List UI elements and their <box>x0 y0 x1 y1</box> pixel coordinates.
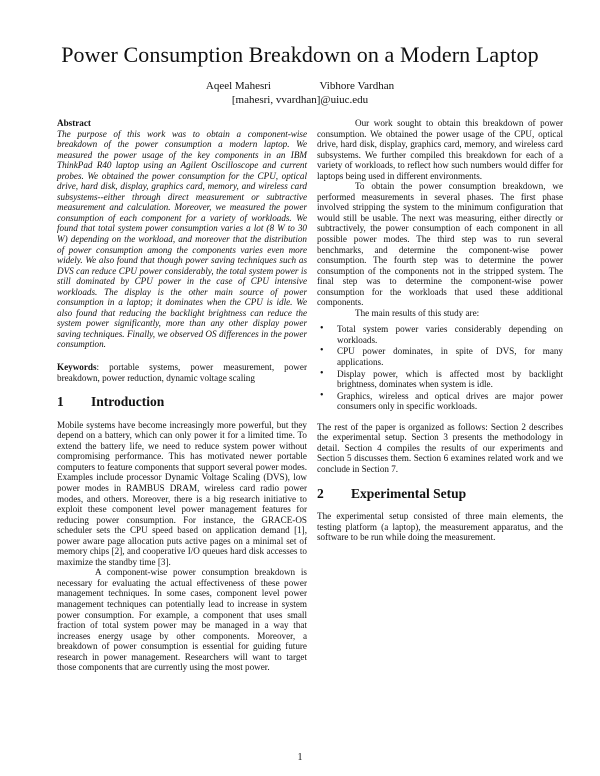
section-heading-introduction <box>57 394 307 410</box>
intro-paragraph-5: The main results of this study are: <box>355 307 480 318</box>
list-item: • CPU power dominates, in spite of DVS, for many applications. <box>317 346 563 367</box>
keywords-text: : portable systems, power measurement, power breakdown, power reduction, dynamic voltage scaling <box>57 362 307 383</box>
page-number: 1 <box>297 752 303 763</box>
list-item: • Graphics, wireless and optical drives are major power consumers only in specific workloads. <box>317 391 563 412</box>
keywords <box>57 362 307 383</box>
list-item: • Display power, which is affected most by backlight brightness, dominates when system is idle. <box>317 369 563 390</box>
intro-paragraph-3: Our work sought to obtain this breakdown of power consumption. We obtained the power usage of the CPU, optical drive, hard disk, display, graphics card, memory, and wireless card subsystems. We further compiled this breakdown for each of a variety of workloads, to reflect how such numbers would differ for laptops being used in different environments. <box>317 118 563 181</box>
author-email: [mahesri, vvardhan]@uiuc.edu <box>231 94 369 106</box>
intro-paragraph-1: Mobile systems have become increasingly more powerful, but they depend on a battery, which can only power it for a limited time. To extend the battery life, we need to reduce system power without compromising performance. This has motivated newer portable computers to feature components that support several power modes. Examples include processor Dynamic Voltage Scaling (DVS), low power modes in RAMBUS DRAM, wireless card radio power modes, and others. Moreover, there is a big research initiative to exploit these component level power management features for reducing power consumption. For instance, the GRACE-OS scheduler sets the CPU speed based on application demand [1], power aware page allocation puts active pages on a minimal set of memory chips [2], and cooperative I/O queues hard disk accesses to maximize the standby time [3]. <box>57 419 307 567</box>
keywords-label: Keywords <box>57 362 97 373</box>
author-name: Vibhore Vardhan <box>319 80 395 92</box>
author-name: Aqeel Mahesri <box>205 80 271 92</box>
left-column <box>57 118 307 673</box>
list-item: • Total system power varies considerably depending on workloads. <box>317 324 563 345</box>
setup-paragraph-1: The experimental setup consisted of three main elements, the testing platform (a laptop), the measurement apparatus, and the software to be run while doing the measurement. <box>317 511 563 543</box>
paper-title: Power Consumption Breakdown on a Modern Laptop <box>61 42 539 67</box>
abstract-text: The purpose of this work was to obtain a component-wise breakdown of the power consumption a modern laptop. We measured the power usage of the key components in an IBM ThinkPad R40 laptop using an Agilent Oscilloscope and current probes. We obtained the power consumption for the CPU, optical drive, hard disk, display, graphics card, memory, and wireless card subsystems--either through direct measurement or subtractive measurement and calculation. Moreover, we measured the power consumption of each component for a variety of workloads. We found that total system power consumption varies a lot (8 W to 30 W) depending on the workload, and moreover that the distribution of power consumption among the components varies even more widely. We also found that though power saving techniques such as DVS can reduce CPU power considerably, the total system power is still dominated by CPU power in the case of CPU intensive workloads. The display is the other main source of power consumption in a laptop; it dominates when the CPU is idle. We also found that reducing the backlight brightness can reduce the system power significantly, more than any other display power saving techniques. Finally, we observed OS differences in the power consumption. <box>57 128 307 350</box>
section-number: 1 <box>57 394 64 410</box>
section-title: Experimental Setup <box>351 485 467 501</box>
section-heading-experimental-setup <box>317 485 563 501</box>
section-title: Introduction <box>91 394 165 410</box>
results-list <box>317 324 563 411</box>
intro-paragraph-4: To obtain the power consumption breakdown, we performed measurements in several phases. The first phase involved stripping the system to the minimum configuration that would still be usable. The next was measuring, either directly or subtractively, the power consumption of each component in all possible power modes. The third step was to run several benchmarks, and determine the component-wise power consumption. The fourth step was to determine the power consumption of the components not in the stripped system. The final step was to determine the component-wise power consumption for the workloads that used these additional components. <box>317 181 563 308</box>
author-list <box>0 80 600 92</box>
section-number: 2 <box>317 485 324 501</box>
intro-paragraph-6: The rest of the paper is organized as follows: Section 2 describes the experimental setup. Section 3 presents the methodology in detail. Section 4 compiles the results of our experiments and Section 5 discusses them. Section 6 examines related work and we conclude in Section 7. <box>317 421 563 474</box>
intro-paragraph-2: A component-wise power consumption breakdown is necessary for evaluating the actual effectiveness of these power management techniques. In some cases, component level power management techniques can potentially lead to increase in system power consumption. For example, a component that uses small fraction of total system power may be managed in a way that increases energy usage by other components. Moreover, a breakdown of power consumption is essential for guiding future research in power management. Researchers will want to target those components that are currently using the most power. <box>57 567 307 673</box>
right-column <box>317 118 563 543</box>
abstract-heading: Abstract <box>57 118 91 128</box>
